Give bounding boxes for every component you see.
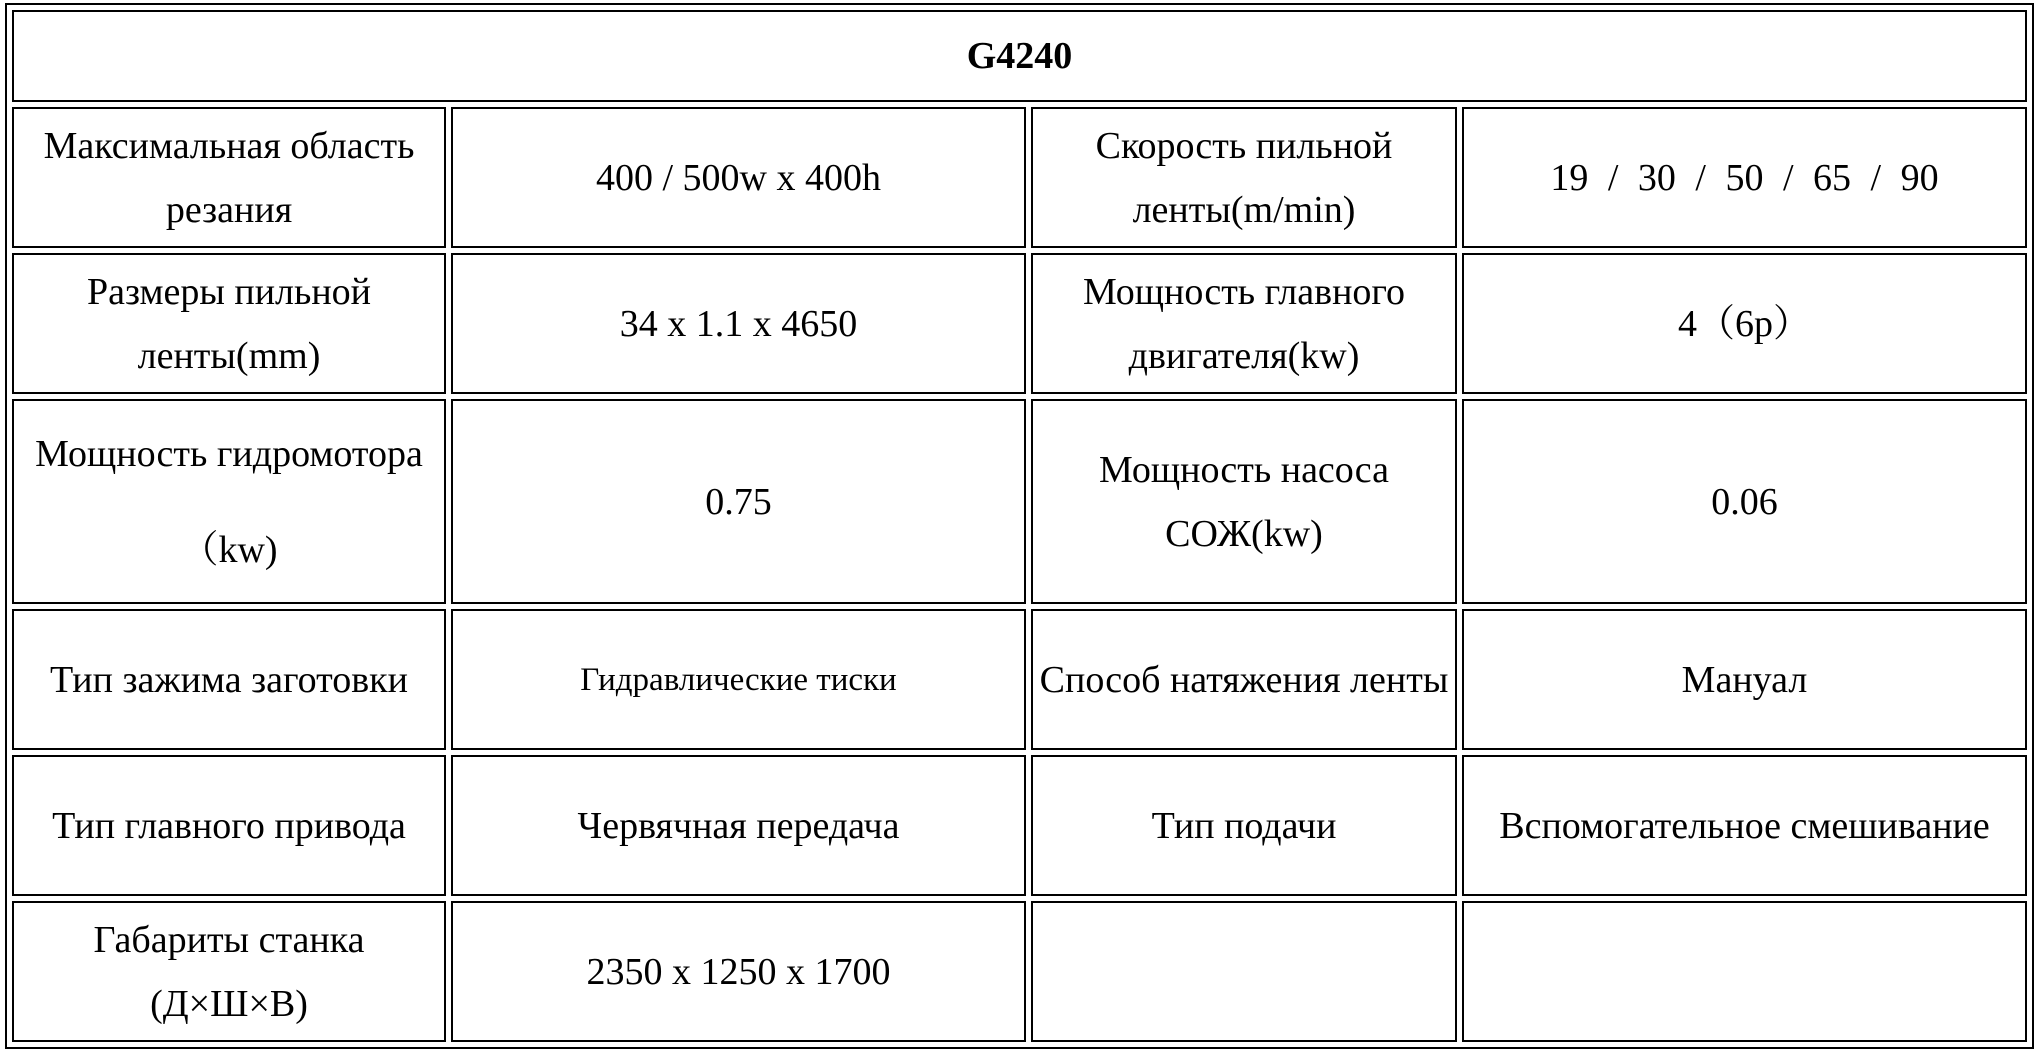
tension-method-label: Способ натяжения ленты <box>1031 609 1457 750</box>
drive-type-label: Тип главного привода <box>12 755 446 896</box>
title-row <box>12 10 2027 102</box>
dimensions-label: Габариты станка (Д×Ш×В) <box>12 901 446 1042</box>
coolant-pump-label: Мощность насоса СОЖ(kw) <box>1031 399 1457 604</box>
table-row <box>12 901 2027 1042</box>
cutting-area-value: 400 / 500w x 400h <box>451 107 1026 248</box>
drive-type-value: Червячная передача <box>451 755 1026 896</box>
clamp-type-value: Гидравлические тиски <box>451 609 1026 750</box>
empty-cell <box>1031 901 1457 1042</box>
blade-size-value: 34 x 1.1 x 4650 <box>451 253 1026 394</box>
table-row <box>12 399 2027 604</box>
model-title: G4240 <box>12 10 2027 102</box>
empty-cell <box>1462 901 2027 1042</box>
cutting-area-label: Максимальная область резания <box>12 107 446 248</box>
blade-size-label: Размеры пильной ленты(mm) <box>12 253 446 394</box>
coolant-pump-value: 0.06 <box>1462 399 2027 604</box>
blade-speed-label: Скорость пильной ленты(m/min) <box>1031 107 1457 248</box>
hydraulic-motor-value: 0.75 <box>451 399 1026 604</box>
main-motor-label: Мощность главного двигателя(kw) <box>1031 253 1457 394</box>
table-row <box>12 253 2027 394</box>
table-row <box>12 107 2027 248</box>
table-row <box>12 609 2027 750</box>
blade-speed-value: 19 / 30 / 50 / 65 / 90 <box>1462 107 2027 248</box>
table-row <box>12 755 2027 896</box>
spec-table <box>5 3 2034 1049</box>
dimensions-value: 2350 x 1250 x 1700 <box>451 901 1026 1042</box>
main-motor-value: 4（6p） <box>1462 253 2027 394</box>
tension-method-value: Мануал <box>1462 609 2027 750</box>
hydraulic-motor-label: Мощность гидромотора（kw) <box>12 399 446 604</box>
clamp-type-label: Тип зажима заготовки <box>12 609 446 750</box>
feed-type-value: Вспомогательное смешивание <box>1462 755 2027 896</box>
feed-type-label: Тип подачи <box>1031 755 1457 896</box>
